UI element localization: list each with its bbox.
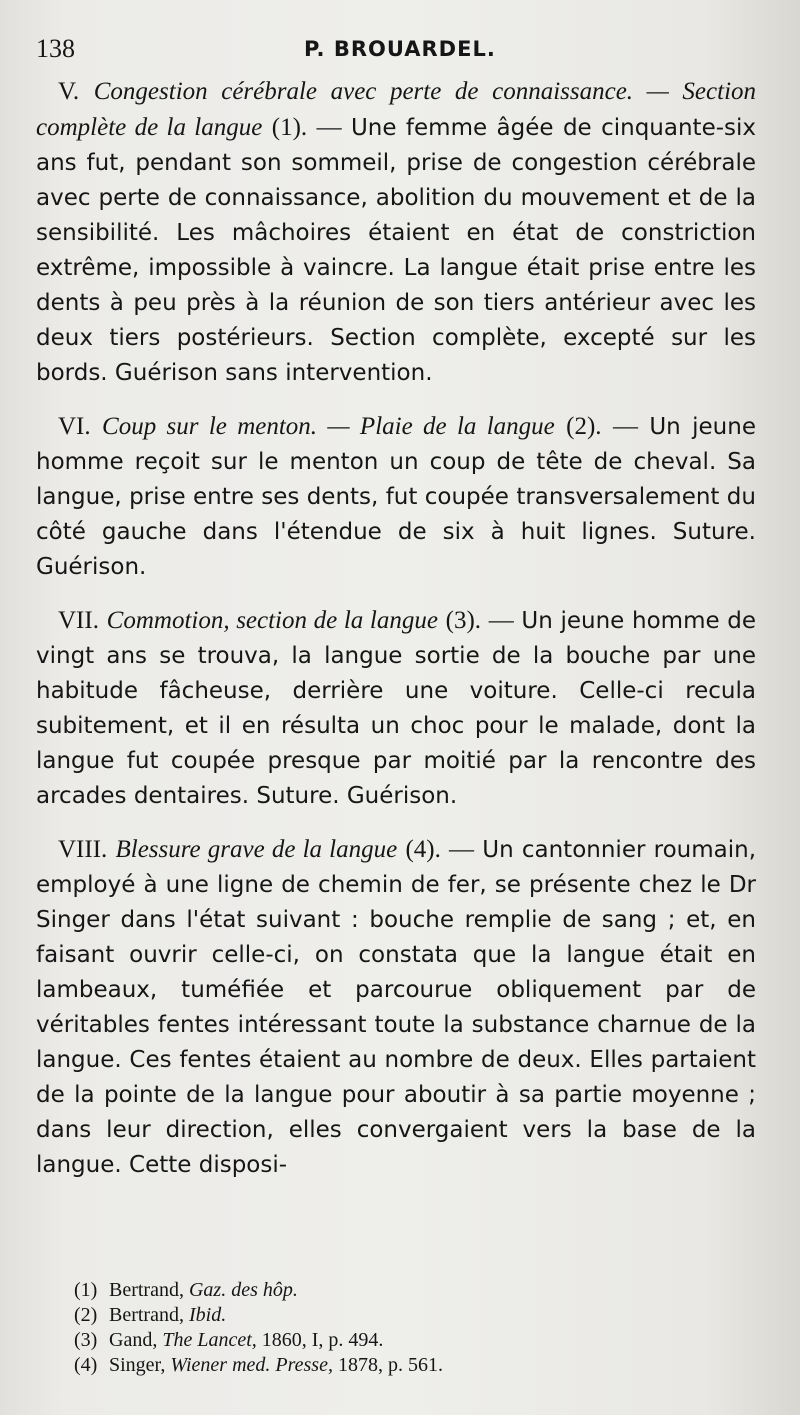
footnote-reference: (2). [566, 413, 602, 440]
footnote-marker: (4) [74, 1354, 98, 1376]
case-dash: — [316, 114, 342, 141]
footnote-marker: (1) [74, 1279, 98, 1301]
case-number: VII. [58, 607, 99, 634]
case-paragraph [36, 603, 756, 814]
footnote-reference: (1). [271, 114, 308, 141]
case-paragraph [36, 74, 756, 391]
case-text: Un jeune homme reçoit sur le menton un coup de tête de cheval. Sa langue, prise entre ses dents, fut coupée transversalement du côté gauche dans l'étendue de six à huit lignes. Suture. Guérison. [36, 414, 756, 580]
case-dash: — [488, 607, 514, 634]
case-text: Une femme âgée de cinquante-six ans fut, pendant son sommeil, prise de congestion cérébrale avec perte de connaissance, abolition du mouvement et de la sensibilité. Les mâchoires étaient en état de constriction extrême, impossible à vaincre. La langue était prise entre les dents à peu près à la réunion de son tiers antérieur avec les deux tiers postérieurs. Section complète, excepté sur les bords. Guérison sans intervention. [36, 115, 757, 386]
footnote-marker: (3) [74, 1329, 98, 1351]
page-number: 138 [36, 34, 75, 63]
footnote-source: The Lancet, [162, 1329, 257, 1351]
footnote-source: Ibid. [188, 1304, 227, 1326]
footnote-details: 1860, I, p. 494. [261, 1329, 384, 1351]
case-text: Un jeune homme de vingt ans se trouva, la langue sortie de la bouche par une habitude fâcheuse, derrière une voiture. Celle-ci recula subitement, et il en résulta un choc pour le malade, dont la langue fut coupée presque par moitié par la rencontre des arcades dentaires. Suture. Guérison. [36, 608, 757, 809]
footnotes [74, 1278, 443, 1378]
case-text: Un cantonnier roumain, employé à une ligne de chemin de fer, se présente chez le Dr Singer dans l'état suivant : bouche remplie de sang ; et, en faisant ouvrir celle-ci, on constata que la langue était en lambeaux, tuméfiée et parcourue obliquement par de véritables fentes intéressant toute la substance charnue de la langue. Ces fentes étaient au nombre de deux. Elles partaient de la pointe de la langue pour aboutir à sa partie moyenne ; dans leur direction, elles convergaient vers la base de la langue. Cette disposi- [36, 837, 756, 1178]
case-dash: — [612, 413, 638, 440]
footnote-author: Bertrand, [109, 1279, 184, 1301]
running-head: P. BROUARDEL. [304, 37, 496, 61]
case-title: Commotion, section de la langue [106, 607, 438, 634]
footnote-author: Bertrand, [109, 1304, 184, 1326]
footnote-source: Wiener med. Presse, [170, 1354, 333, 1376]
footnote [74, 1278, 443, 1303]
footnote-reference: (4). [405, 836, 441, 863]
footnote-marker: (2) [74, 1304, 98, 1326]
case-dash: — [449, 836, 475, 863]
page-header [36, 34, 756, 74]
case-number: V. [58, 78, 80, 105]
footnote [74, 1328, 443, 1353]
footnote [74, 1353, 443, 1378]
case-paragraph [36, 409, 756, 585]
main-text [36, 74, 756, 1183]
case-paragraph [36, 832, 756, 1183]
footnote-author: Singer, [109, 1354, 166, 1376]
case-number: VI. [58, 413, 91, 440]
footnote-details: 1878, p. 561. [337, 1354, 443, 1376]
footnote-source: Gaz. des hôp. [188, 1279, 298, 1301]
footnote [74, 1303, 443, 1328]
case-title: Coup sur le menton. — Plaie de la langue [102, 413, 555, 440]
footnote-author: Gand, [109, 1329, 158, 1351]
case-title: Blessure grave de la langue [115, 836, 398, 863]
case-title: Congestion cérébrale avec perte de connaissance. — Section complète de la langue [36, 78, 757, 141]
footnote-reference: (3). [445, 607, 482, 634]
case-number: VIII. [58, 836, 108, 863]
